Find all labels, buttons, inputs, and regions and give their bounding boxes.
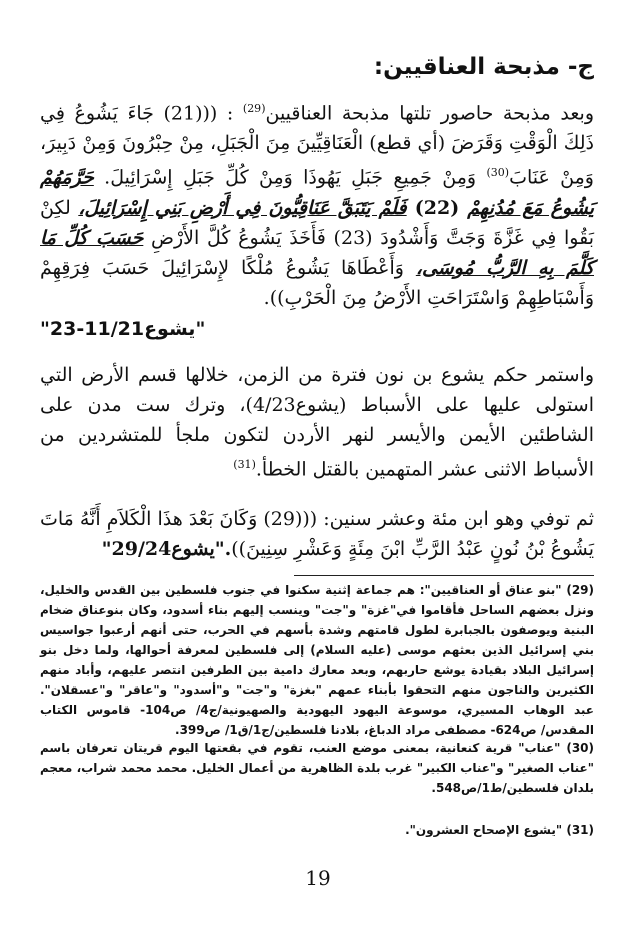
footnote-31 xyxy=(40,820,594,840)
footnote-number: (31) xyxy=(566,823,594,837)
p1-emphasis-2: فَلَمْ يَتَبَقَّ عَنَاقِيُّونَ فِي أَرْضِ بَنِي إِسْرَائِيلَ، xyxy=(78,196,407,219)
p1-emphasis-1: حَرَّمَهُمْ يَشُوعُ مَعَ مُدُنِهِمْ xyxy=(40,166,594,219)
footnote-number: (30) xyxy=(566,741,595,755)
footnote-ref-31: (31) xyxy=(233,458,256,471)
paragraph-hazor-anakim xyxy=(40,94,594,313)
p3-reference: ."يشوع29/24" xyxy=(101,538,232,560)
footnote-text: "عناب" قرية كنعانية، بمعنى موضع العنب، تقوم في بقعتها اليوم قريتان تعرفان باسم "عناب الصغير" و"عناب الكبير" غرب بلدة الظاهرية من أعمال الخليل. محمد محمد شراب، معجم بلدان فلسطين/ط1/ص548. xyxy=(40,741,594,795)
paragraph-death xyxy=(40,504,594,564)
section-heading: ج- مذبحة العناقيين: xyxy=(373,54,594,80)
footnote-text: "يشوع الإصحاح العشرون". xyxy=(405,823,563,837)
footnote-number: (29) xyxy=(566,583,594,597)
footnote-divider xyxy=(294,575,594,576)
page-number: 19 xyxy=(305,866,331,890)
p1-verse-22-num: (22) xyxy=(406,196,468,219)
footnote-ref-29: (29) xyxy=(242,102,266,115)
p2-text: واستمر حكم يشوع بن نون فترة من الزمن، خلالها قسم الأرض التي استولى عليها على الأسباط (يشوع4/23)، وترك ست مدن على الشاطئين الأيمن والأيسر لنهر الأردن لتكون ملجأ للمتشردين من الأسباط الاثنى عشر المتهمين بالقتل الخطأ. xyxy=(40,364,594,481)
footnote-29 xyxy=(40,580,594,740)
p1-intro: وبعد مذبحة حاصور تلتها مذبحة العناقيين xyxy=(265,102,594,125)
p1-verse-21-end: وَمِنْ جَمِيعِ جَبَلِ يَهُوذَا وَمِنْ كُلِّ جَبَلِ إِسْرَائِيلَ. xyxy=(93,166,487,189)
p1-verse-end: وَأَعْطَاهَا يَشُوعُ مُلْكًا لإِسْرَائِيلَ حَسَبَ فِرَقِهِمْ وَأَسْبَاطِهِمْ وَاسْتَرَاحَتِ الأَرْضُ مِنَ الْحَرْبِ)). xyxy=(40,256,594,309)
p3-verse: (29) وَكَانَ بَعْدَ هذَا الْكَلاَمِ أَنَّهُ مَاتَ يَشُوعُ بْنُ نُونٍ عَبْدُ الرَّبِّ ابْنَ مِئَةٍ وَعَشْرِ سِنِينَ xyxy=(40,508,594,560)
footnote-30 xyxy=(40,738,594,798)
p1-verse-23: لكِنْ بَقُوا فِي غَزَّةَ وَجَتَّ وَأَشْدُودَ (23) فَأَخَذَ يَشُوعُ كُلَّ الأَرْضِ xyxy=(40,196,594,249)
p3-intro: ثم توفي وهو ابن مئة وعشر سنين: (( xyxy=(302,508,594,530)
p1-emphasis-3: حَسَبَ كُلِّ مَا كَلَّمَ بِهِ الرَّبُّ مُوسَى، xyxy=(40,226,594,279)
footnote-text: "بنو عناق أو العناقيين": هم جماعة إثنية سكنوا في جنوب فلسطين بين القدس والخليل، ونزل بعضهم الساحل فأقاموا في"غزة" و"جت" وينسب إليهم بناء أسدود، وكان بنوعناق ضخام البنية ويوصفون بالجبابرة لطول قامتهم وشدة بأسهم في الحرب، حتى أنهم أرعبوا جواسيس بني إسرائيل الذين بعثهم موسى (عليه السلام) إلى فلسطين لمعرفة أحوالها، ولما دخل بنو إسرائيل البلاد بقيادة يوشع حاربهم، وبعد معارك دامية بين الطرفين انتصر عليهم، وأباد منهم الكثيرين والناجون منهم التحقوا بأبناء عمهم "بغزة" و"جت" و"أسدود" و"عاقر" و"عسقلان". عبد الوهاب المسيري، موسوعة اليهود اليهودية والصهيونية/ج4/ ص104- قاموس الكتاب المقدس/ ص624- مصطفى مراد الدباغ، بلادنا فلسطين/ج1/ق1/ ص399. xyxy=(40,583,594,737)
footnote-ref-30: (30) xyxy=(486,166,510,180)
p1-verse-21: (21) جَاءَ يَشُوعُ فِي ذَلِكَ الْوَقْتِ وَقَرَضَ (أي قطع) الْعَنَاقِيِّينَ مِنَ الْجَبَلِ، مِنْ حِبْرُونَ وَمِنْ دَبِيرَ، وَمِنْ عَنَابَ xyxy=(40,102,594,189)
p3-close: )) xyxy=(231,538,247,560)
p1-colon: : (( xyxy=(202,102,234,125)
paragraph-division xyxy=(40,360,594,484)
scripture-reference: "يشوع11/21-23" xyxy=(40,318,206,340)
